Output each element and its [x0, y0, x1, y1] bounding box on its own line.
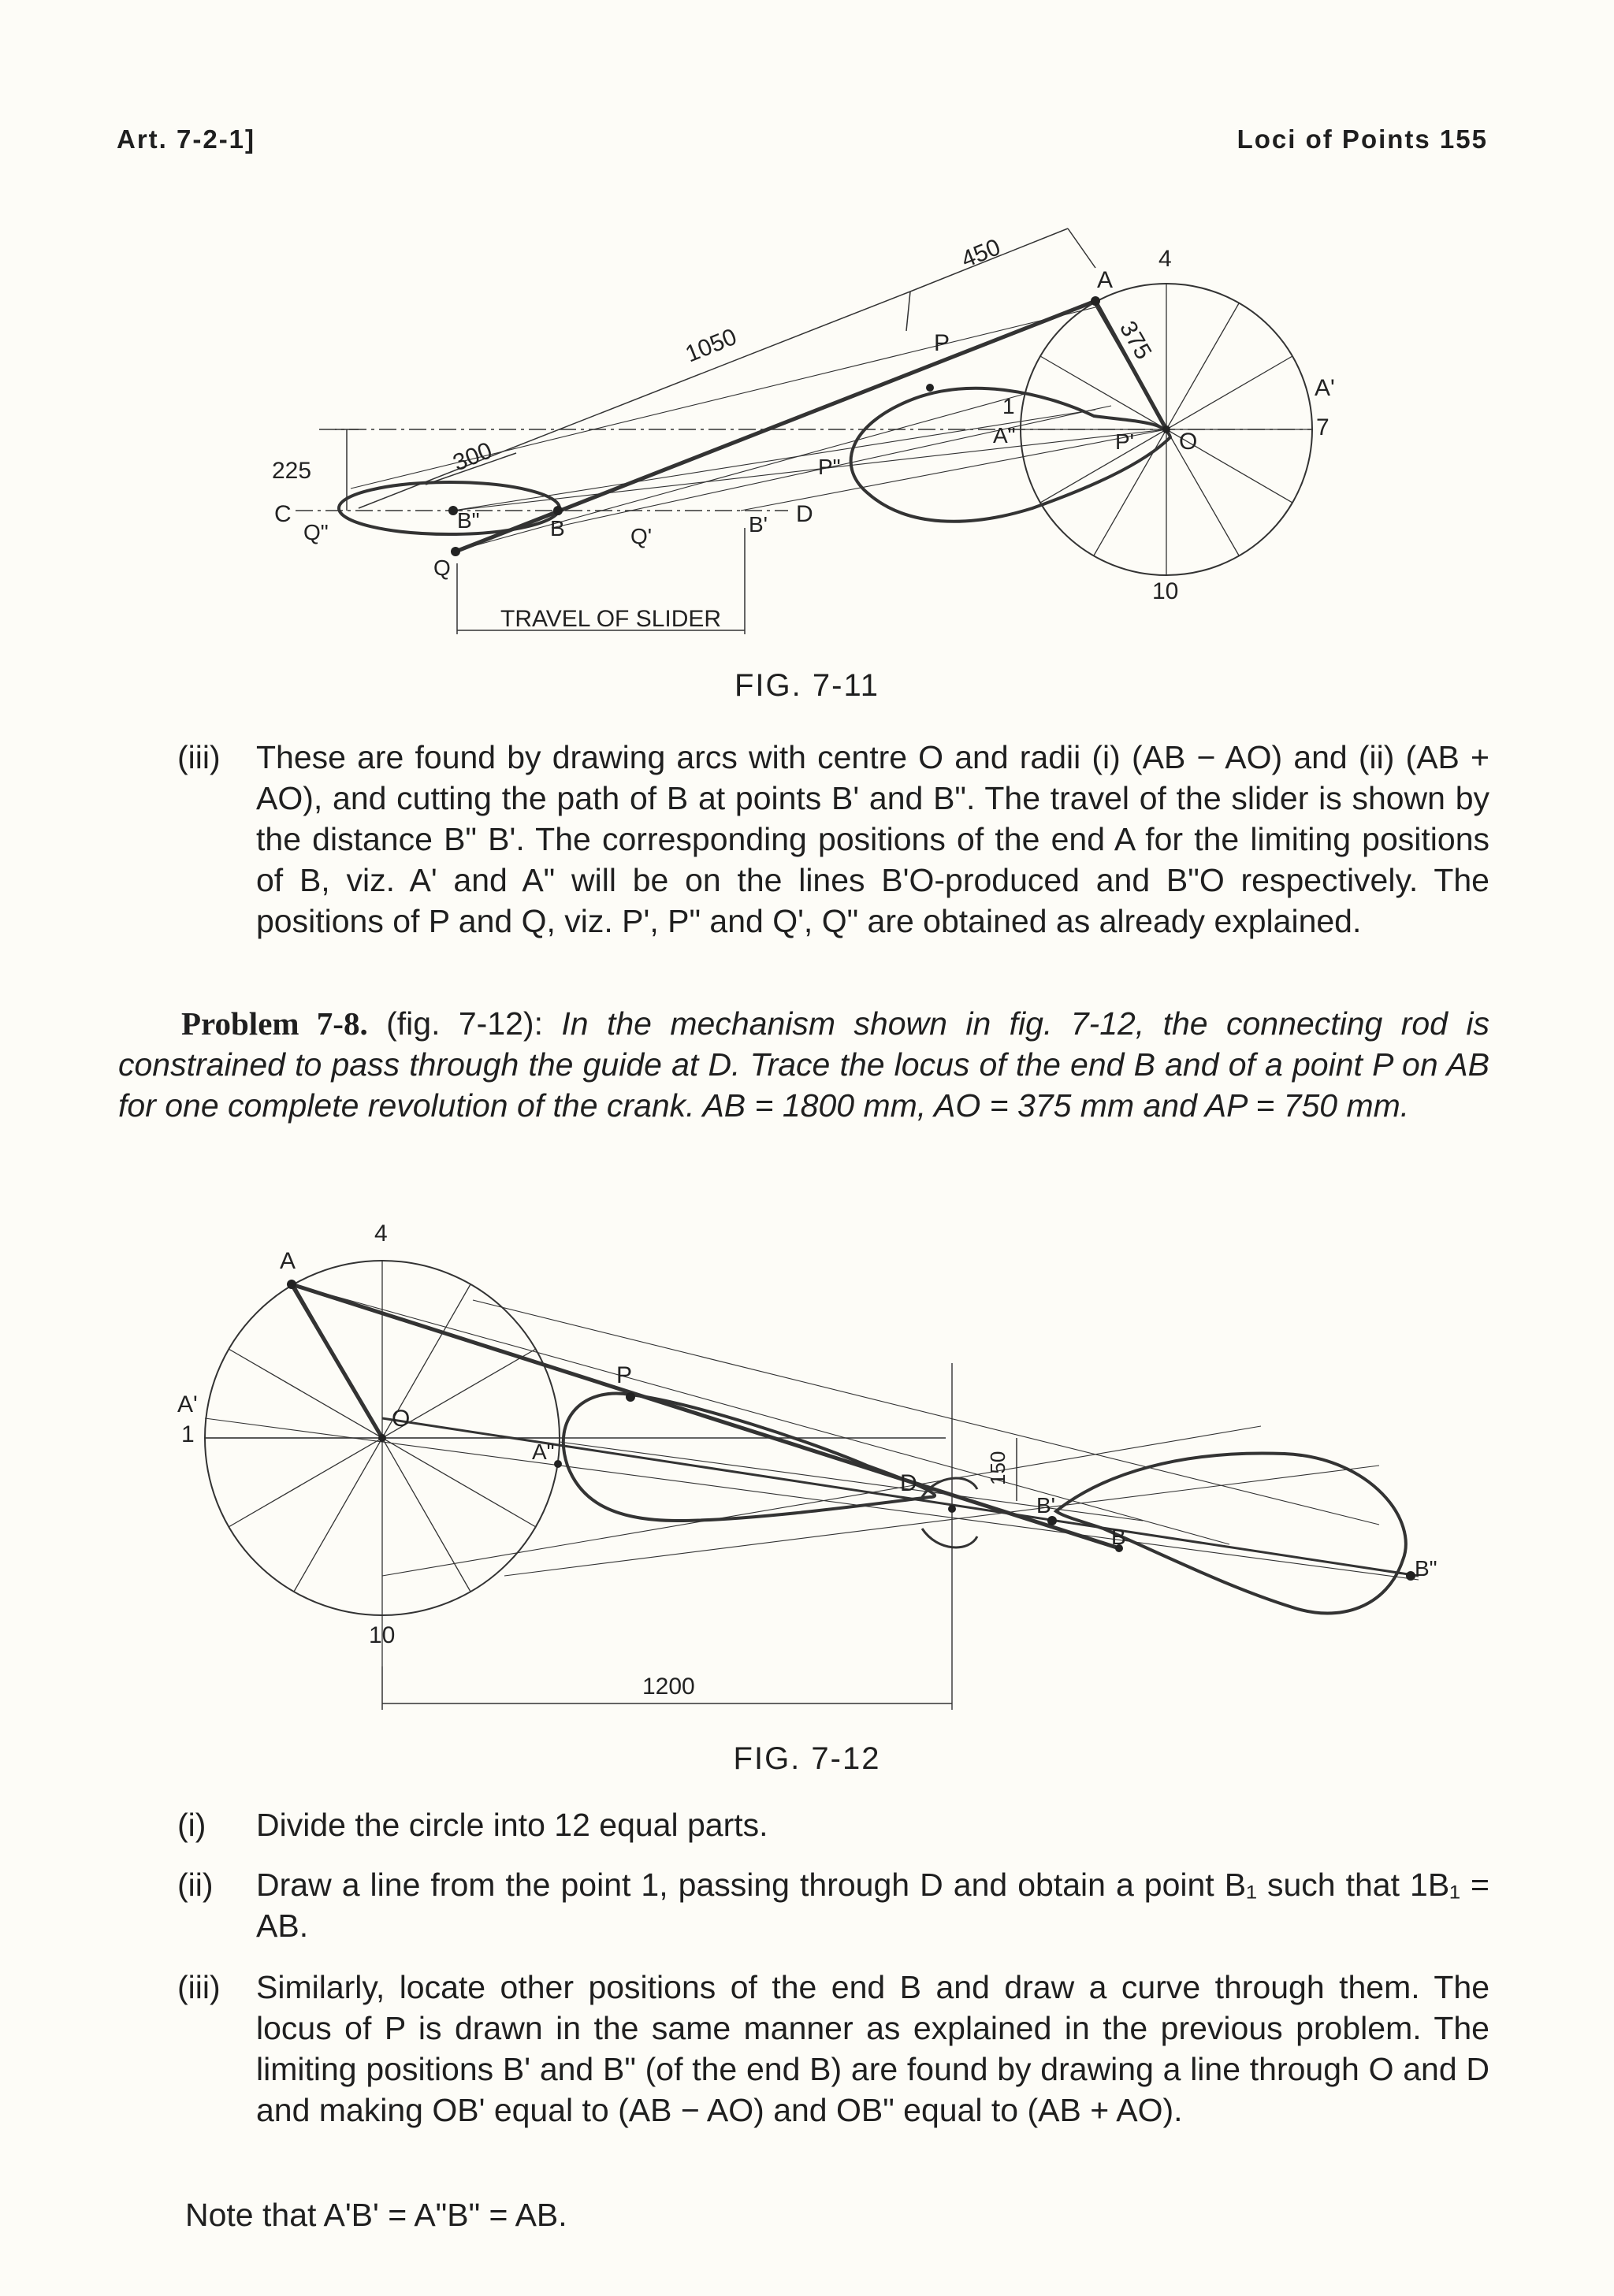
label-d: D: [900, 1470, 917, 1496]
figure-7-12: [0, 1206, 1614, 1726]
label-a-prime: A': [1315, 375, 1335, 401]
dim-225-label: 225: [272, 458, 312, 484]
paragraph-iii-number: (iii): [177, 739, 221, 775]
label-b: B: [1111, 1525, 1126, 1549]
dim-375-label: 375: [1114, 317, 1157, 364]
step-1-text: Divide the circle into 12 equal parts.: [256, 1807, 768, 1843]
step-1-number: (i): [177, 1807, 206, 1843]
label-a-double-prime: A": [532, 1440, 555, 1464]
label-q-double-prime: Q": [303, 520, 329, 544]
label-7: 7: [1316, 414, 1330, 440]
guide-lower: [922, 1529, 977, 1547]
circle-division-lines: [205, 1261, 560, 1666]
label-4: 4: [374, 1220, 388, 1246]
step-2-number: (ii): [177, 1867, 214, 1903]
construction-lines: [205, 1284, 1419, 1580]
label-p: P: [934, 330, 950, 356]
dim-300-label: 300: [449, 437, 496, 477]
fig-7-11-caption: FIG. 7-11: [734, 668, 880, 703]
label-b: B: [550, 516, 565, 541]
problem-label: Problem 7-8.: [181, 1005, 368, 1042]
dim-1200-label: 1200: [642, 1674, 695, 1700]
label-b-prime: B': [749, 512, 768, 537]
page-header: [117, 124, 1488, 164]
label-o: O: [1179, 429, 1198, 455]
label-a: A: [280, 1248, 296, 1274]
label-p-prime: P': [1115, 429, 1135, 454]
fig-7-12-drawing: [0, 1206, 1614, 1726]
fig-7-12-caption: FIG. 7-12: [733, 1741, 881, 1776]
dim-150-label: 150: [986, 1451, 1010, 1485]
label-o: O: [392, 1406, 411, 1432]
label-1: 1: [1002, 394, 1015, 418]
note: Note that A'B' = A"B" = AB.: [185, 2197, 567, 2233]
locus-of-p: [563, 1393, 935, 1521]
paragraph-iii-text: These are found by drawing arcs with centre O and radii (i) (AB − AO) and (ii) (AB + AO), and cutting the path of B at points B' and B". The travel of the slider is shown by the distance B" B'. The corresponding positions of the end A for the limiting positions of B, viz. A' and A" will be on the lines B'O-produced and B"O respectively. The positions of P and Q, viz. P', P" and Q', Q" are obtained as already explained.: [256, 739, 1489, 939]
locus-of-b: [1056, 1453, 1406, 1613]
step-3-number: (iii): [177, 1969, 221, 2005]
label-a-prime: A': [177, 1391, 198, 1417]
travel-of-slider-label: TRAVEL OF SLIDER: [500, 606, 722, 632]
step-3-text: Similarly, locate other positions of the end B and draw a curve through them. The locus of P is drawn in the same manner as explained in the previous problem. The limiting positions B' and B" (of the end B) are found by drawing a line through O and D and making OB' equal to (AB − AO) and OB" equal to (AB + AO).: [256, 1969, 1489, 2128]
label-b-prime: B': [1036, 1493, 1056, 1518]
problem-7-8: [118, 1003, 1489, 1126]
problem-statement: In the mechanism shown in fig. 7-12, the connecting rod is constrained to pass through the guide at D. Trace the locus of the end B and of a point P on AB for one complete revolution of the crank. AB = 1800 mm, AO = 375 mm and AP = 750 mm.: [118, 1005, 1489, 1124]
step-2-text: Draw a line from the point 1, passing through D and obtain a point B₁ such that 1B₁ = AB.: [256, 1867, 1489, 1944]
dim-1050-label: 1050: [682, 323, 741, 368]
label-d: D: [796, 501, 813, 527]
label-4: 4: [1158, 246, 1172, 272]
label-10: 10: [1152, 578, 1179, 604]
label-p: P: [616, 1362, 633, 1388]
running-title-page-number: Loci of Points 155: [1237, 124, 1488, 154]
label-q: Q: [433, 555, 451, 580]
label-q-prime: Q': [630, 524, 653, 548]
article-number: Art. 7-2-1]: [117, 124, 256, 154]
label-10: 10: [369, 1622, 396, 1648]
label-a-double-prime: A": [993, 423, 1016, 448]
fig-7-11-drawing: [0, 213, 1614, 654]
connecting-rod: [292, 1284, 1119, 1548]
label-a: A: [1097, 267, 1114, 293]
dimension-lines: [382, 1438, 1017, 1710]
problem-figure-ref: (fig. 7-12):: [386, 1005, 543, 1042]
figure-7-11: [0, 213, 1614, 654]
dim-450-label: 450: [958, 234, 1005, 273]
label-1: 1: [181, 1421, 195, 1447]
label-p-double-prime: P": [818, 455, 841, 479]
label-c: C: [274, 501, 292, 527]
label-b-double-prime: B": [1415, 1556, 1437, 1581]
label-b-double-prime: B": [457, 508, 480, 533]
